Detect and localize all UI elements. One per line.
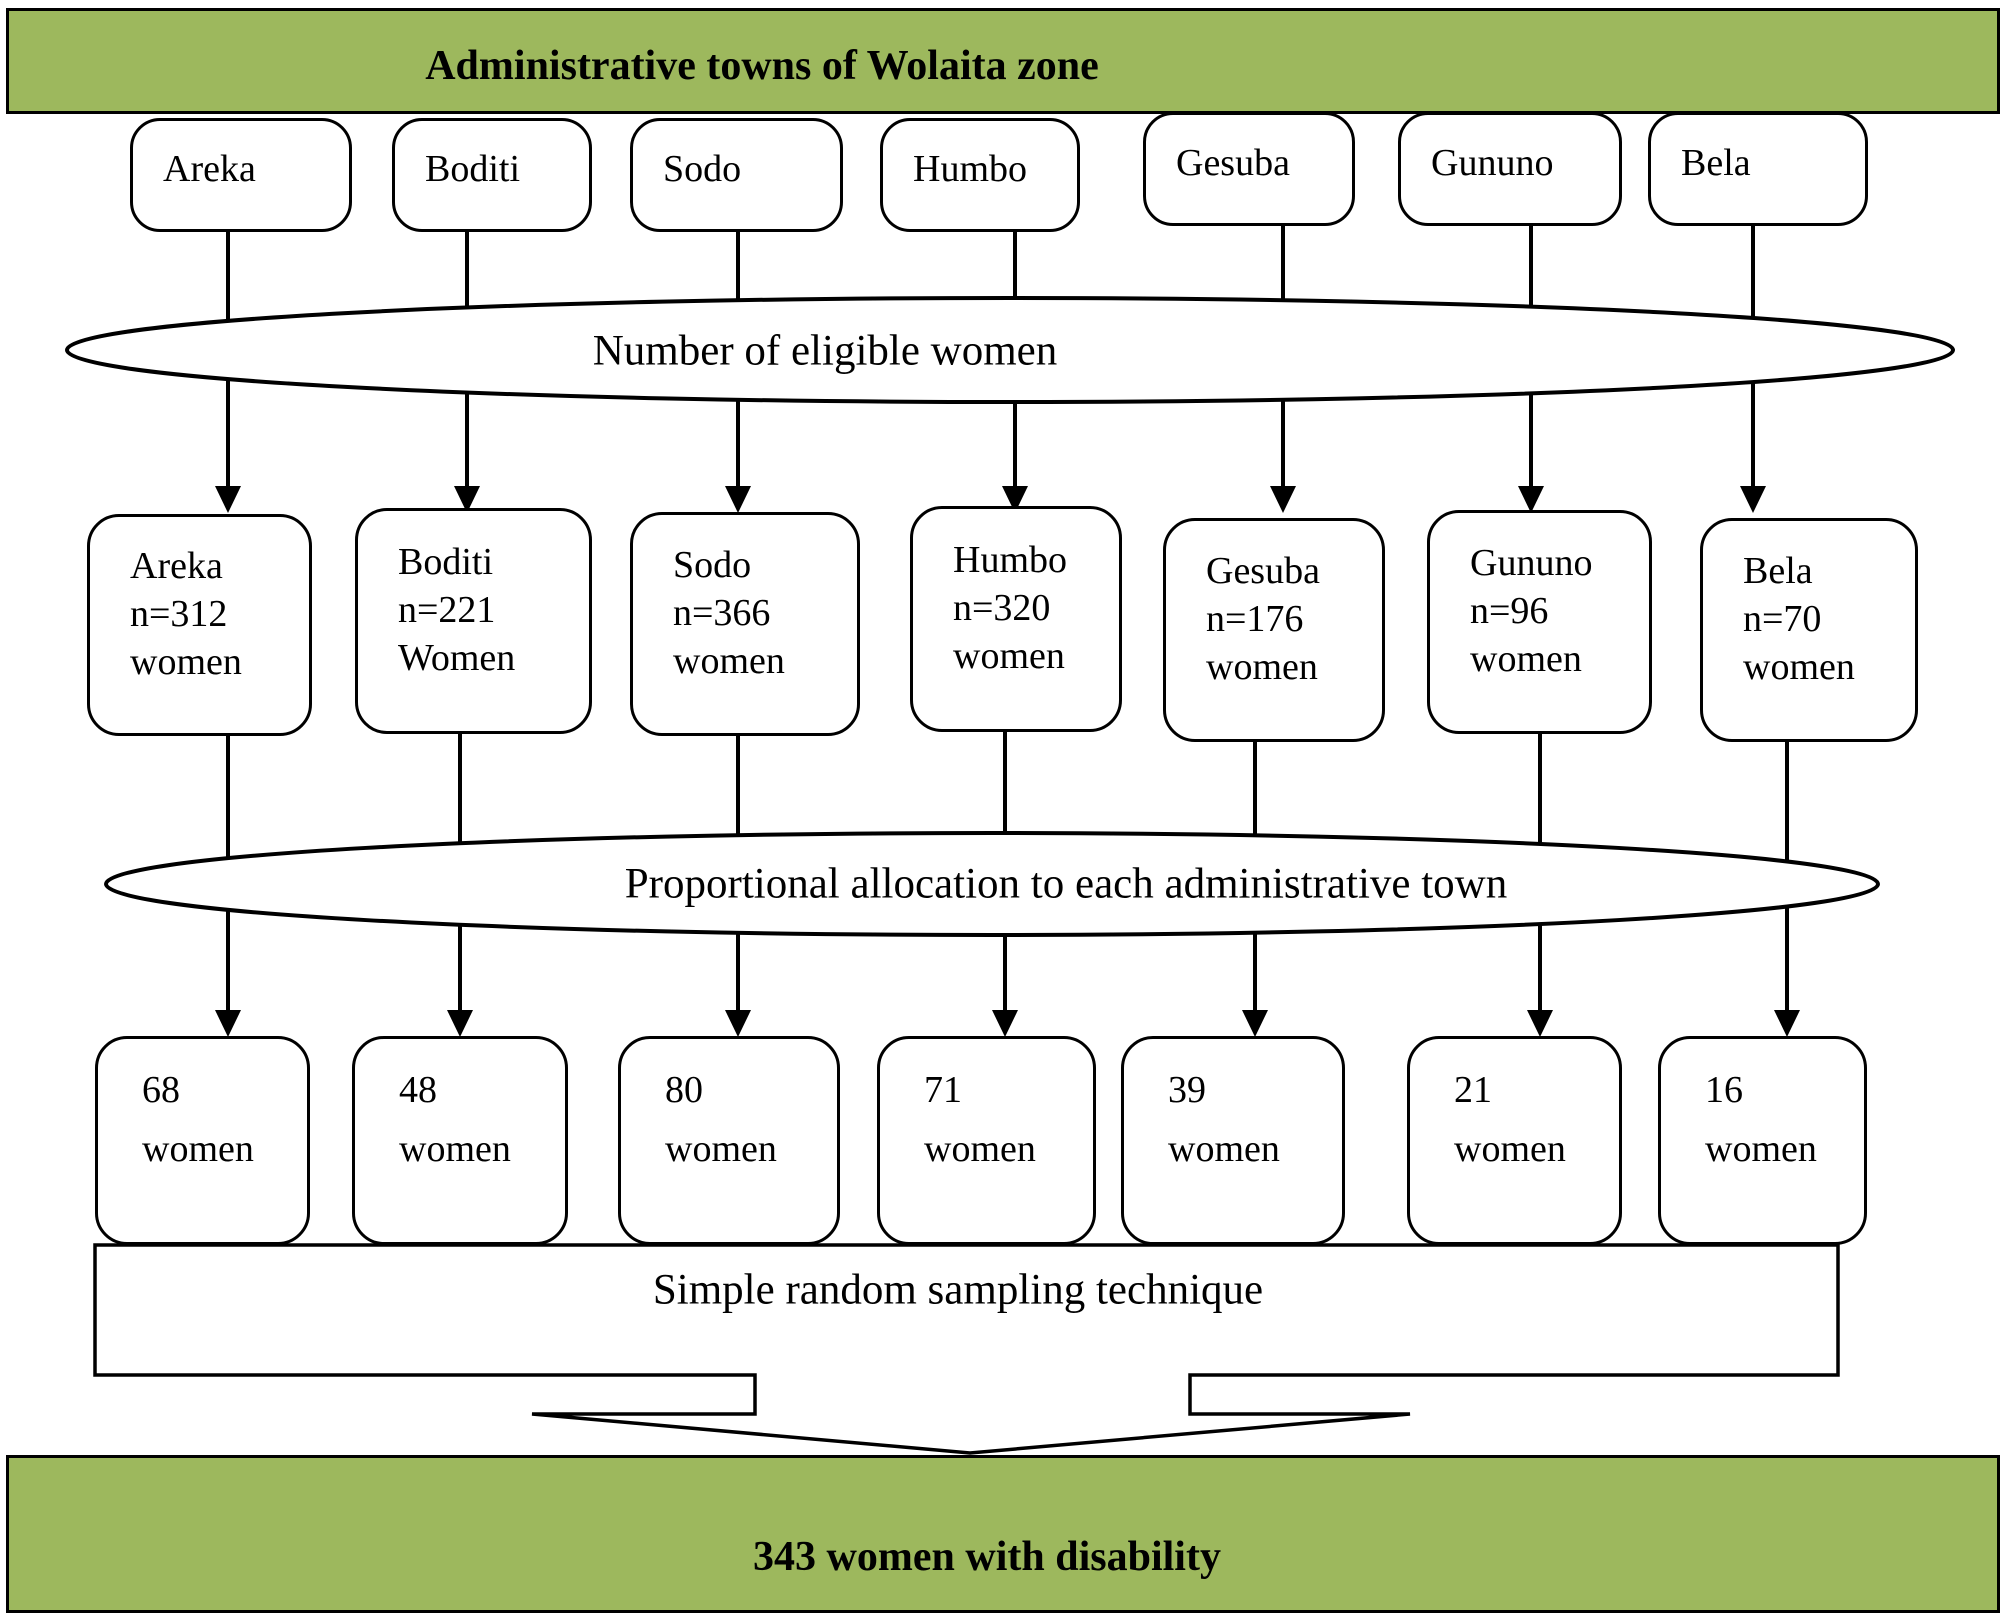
town-box-gununo [1398,112,1622,226]
eligible-n: n=366 [673,592,771,635]
allocated-count: 21 [1454,1068,1492,1111]
allocated-box-boditi [352,1036,568,1245]
allocated-box-bela [1658,1036,1867,1245]
eligible-box-bela [1700,518,1918,742]
eligible-box-gununo [1427,510,1652,734]
allocated-count: 80 [665,1068,703,1111]
eligible-unit: women [130,640,242,683]
allocated-unit: women [924,1127,1036,1170]
allocated-count: 68 [142,1068,180,1111]
eligible-town: Humbo [953,539,1067,582]
town-label: Gesuba [1176,142,1290,185]
eligible-unit: Women [398,636,516,679]
allocated-count: 39 [1168,1068,1206,1111]
eligible-n: n=320 [953,587,1051,630]
eligible-unit: women [1470,637,1582,680]
eligible-n: n=70 [1743,598,1822,641]
eligible-n: n=176 [1206,598,1304,641]
eligible-unit: women [673,639,785,682]
eligible-unit: women [1743,645,1855,688]
bottom-banner-title: 343 women with disability [753,1534,1221,1580]
town-label: Humbo [913,148,1027,191]
town-box-boditi [392,118,592,232]
town-box-humbo [880,118,1080,232]
eligible-n: n=312 [130,593,228,636]
allocated-box-areka [95,1036,310,1245]
proportional-allocation-ellipse-label: Proportional allocation to each administrative town [624,860,1508,908]
allocated-unit: women [1454,1127,1566,1170]
allocated-count: 48 [399,1068,437,1111]
eligible-box-areka [87,514,312,736]
eligible-town: Gununo [1470,542,1593,585]
allocated-box-gesuba [1121,1036,1345,1245]
allocated-box-humbo [877,1036,1096,1245]
eligible-town: Boditi [398,541,494,584]
eligible-n: n=221 [398,589,496,632]
town-box-bela [1648,112,1868,226]
allocated-unit: women [665,1127,777,1170]
allocated-unit: women [1705,1127,1817,1170]
eligible-women-ellipse-label: Number of eligible women [592,327,1058,375]
eligible-box-humbo [910,506,1122,732]
town-box-areka [130,118,352,232]
town-label: Gununo [1431,142,1554,185]
allocated-box-gununo [1407,1036,1622,1245]
eligible-town: Bela [1743,550,1813,593]
allocated-box-sodo [618,1036,840,1245]
town-label: Sodo [663,148,742,191]
allocated-count: 16 [1705,1068,1743,1111]
simple-random-sampling-label: Simple random sampling technique [652,1266,1264,1314]
eligible-unit: women [1206,645,1318,688]
allocated-unit: women [1168,1127,1280,1170]
eligible-town: Sodo [673,544,752,587]
eligible-box-sodo [630,512,860,736]
town-label: Bela [1681,142,1751,185]
allocated-unit: women [142,1127,254,1170]
eligible-box-gesuba [1163,518,1385,742]
town-label: Areka [163,148,256,191]
allocated-unit: women [399,1127,511,1170]
arrowheads-into-row3 [215,1010,1800,1037]
eligible-town: Gesuba [1206,550,1320,593]
town-label: Boditi [425,148,521,191]
eligible-town: Areka [130,545,223,588]
town-box-sodo [630,118,843,232]
eligible-box-boditi [355,508,592,734]
allocated-count: 71 [924,1068,962,1111]
town-box-gesuba [1143,112,1355,226]
eligible-unit: women [953,634,1065,677]
eligible-n: n=96 [1470,590,1549,633]
top-banner-title: Administrative towns of Wolaita zone [425,43,1099,89]
